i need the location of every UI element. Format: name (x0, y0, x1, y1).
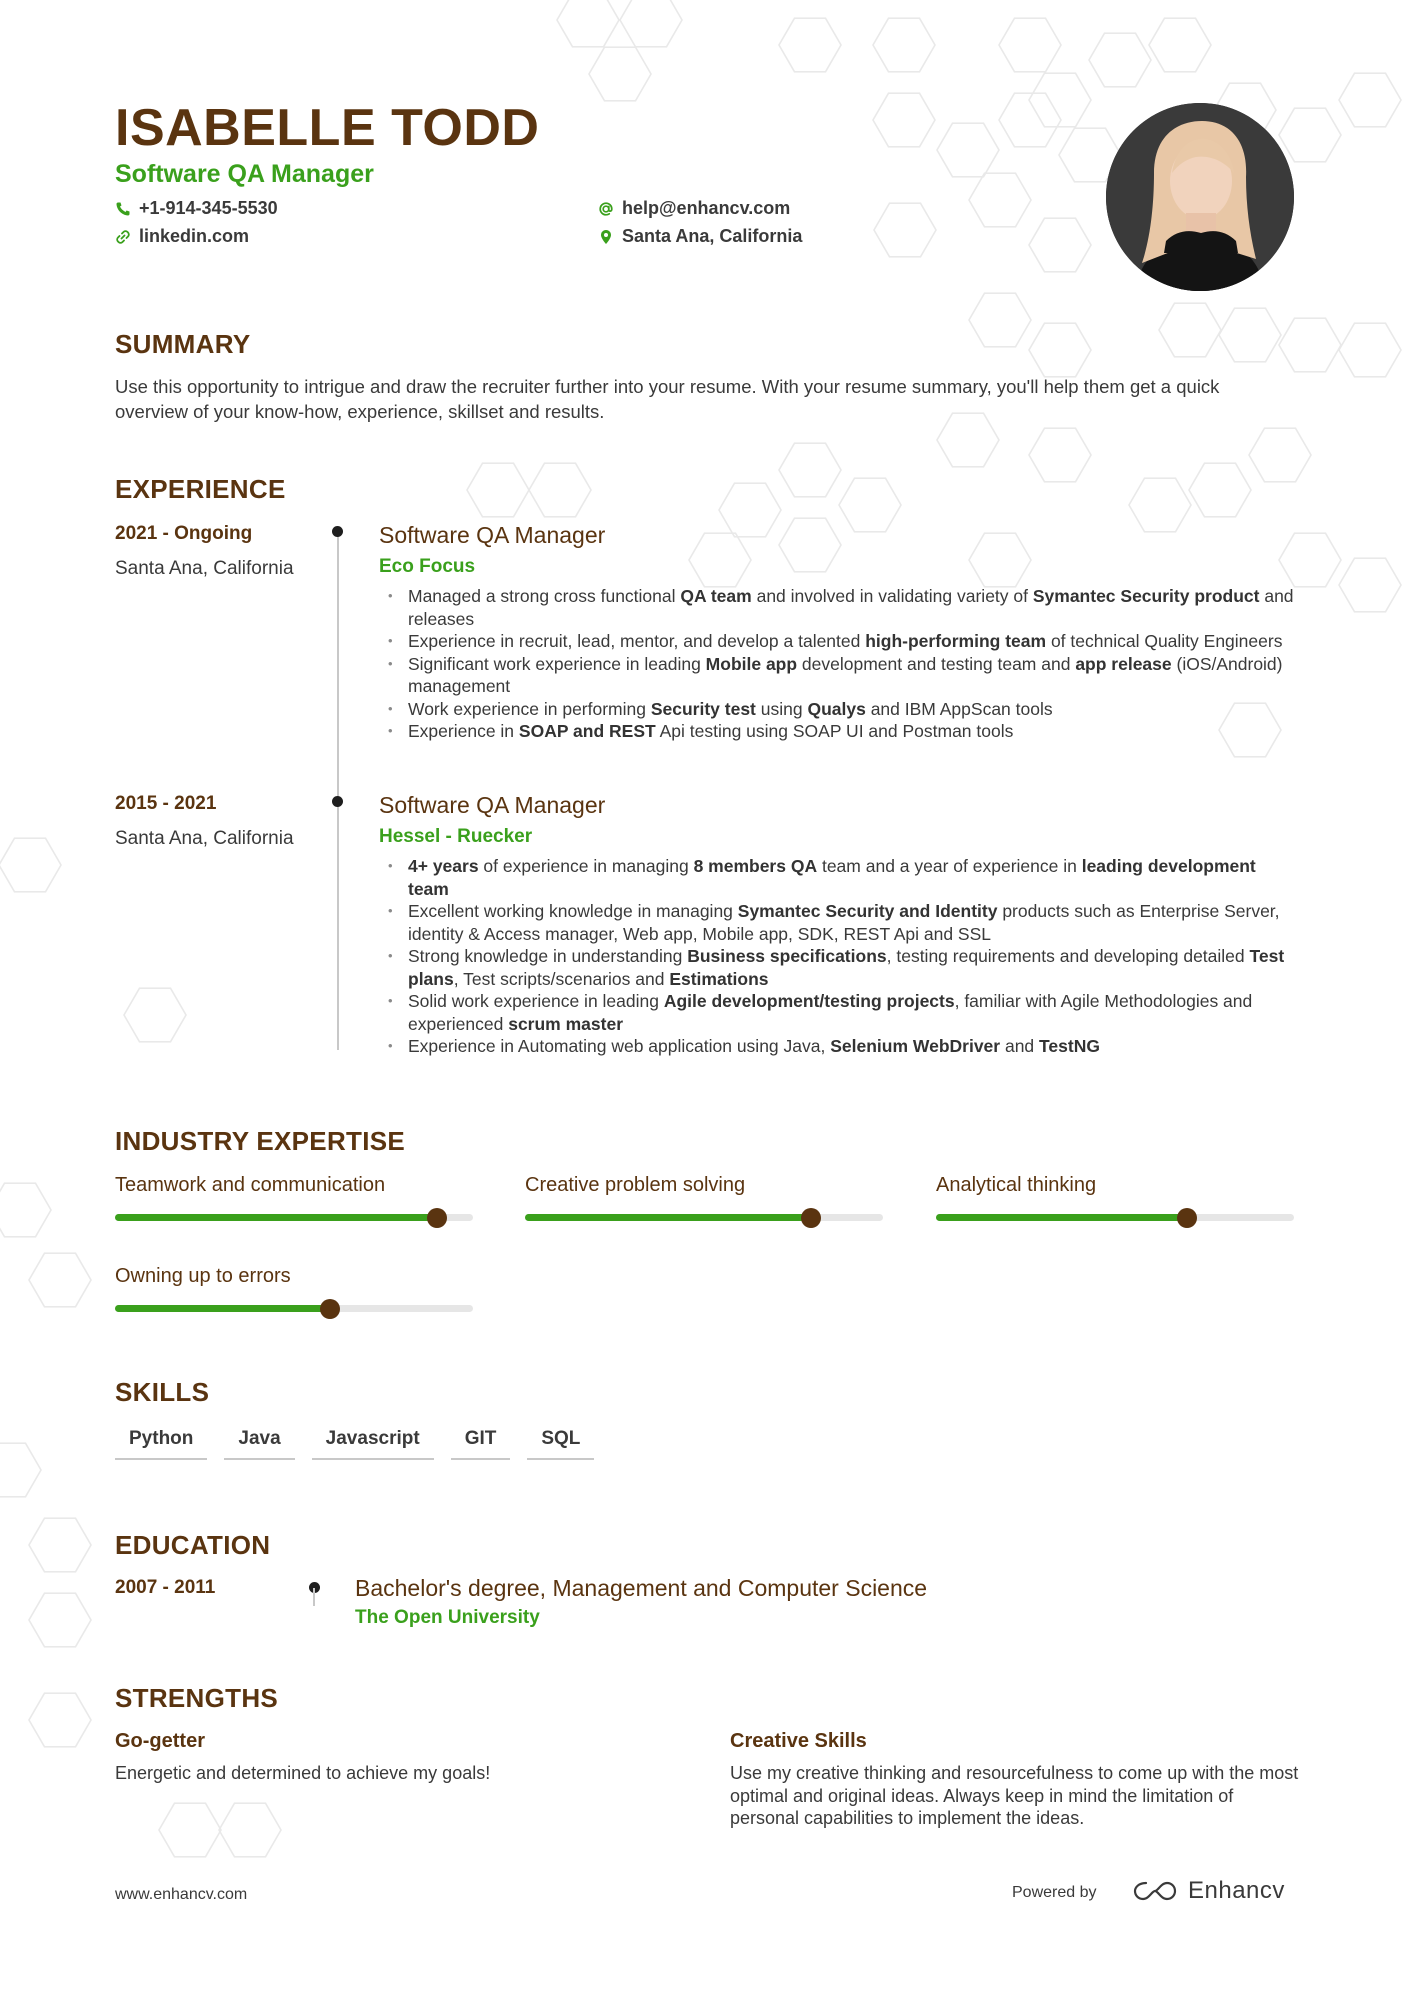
timeline-dot (332, 796, 343, 807)
candidate-name: ISABELLE TODD (115, 99, 540, 157)
strengths-heading: STRENGTHS (115, 1683, 279, 1713)
expertise-item (115, 1265, 473, 1288)
experience-timeline (337, 532, 339, 1050)
enhancv-logo[interactable] (1132, 1877, 1285, 1905)
profile-photo (1106, 103, 1294, 291)
job-bullet: • Experience in Automating web application using Java, Selenium WebDriver and TestNG (388, 1035, 1298, 1058)
bar-fill (115, 1214, 437, 1221)
linkedin-contact[interactable] (115, 226, 249, 247)
job-bullets (388, 585, 1298, 743)
portrait-illustration (1106, 103, 1294, 291)
education-dates: 2007 - 2011 (115, 1577, 216, 1598)
strength-description: Use my creative thinking and resourcefulness to come up with the most optimal and original ideas. Always keep in mind the limitation of personal capabilities to implement the ideas. (730, 1763, 1299, 1828)
education-school: The Open University (355, 1607, 540, 1628)
bar-fill (936, 1214, 1187, 1221)
expertise-bar (115, 1214, 473, 1221)
powered-by: Powered by (1012, 1884, 1097, 1901)
bar-fill (115, 1305, 330, 1312)
expertise-heading: INDUSTRY EXPERTISE (115, 1126, 406, 1156)
location-text: Santa Ana, California (622, 226, 803, 246)
expertise-bar (115, 1305, 473, 1312)
experience-heading: EXPERIENCE (115, 474, 286, 504)
skills-list (115, 1428, 594, 1460)
skills-heading: SKILLS (115, 1377, 210, 1407)
bar-knob (320, 1299, 340, 1319)
skill-tag: Python (115, 1428, 207, 1460)
linkedin-text: linkedin.com (139, 226, 250, 246)
job-location: Santa Ana, California (115, 828, 294, 849)
job-bullet: • Experience in recruit, lead, mentor, and develop a talented high-performing team of technical Quality Engineers (388, 630, 1298, 653)
expertise-item (936, 1174, 1294, 1197)
job-location: Santa Ana, California (115, 558, 294, 579)
bar-knob (801, 1208, 821, 1228)
phone-contact[interactable] (115, 198, 278, 219)
strength-description: Energetic and determined to achieve my goals! (115, 1763, 491, 1783)
skill-tag: Java (224, 1428, 294, 1460)
expertise-label: Analytical thinking (936, 1174, 1097, 1196)
strength-title: Creative Skills (730, 1730, 867, 1752)
job-bullet: • Strong knowledge in understanding Business specifications, testing requirements and developing detailed Test plans, Test scripts/scenarios and Estimations (388, 945, 1298, 990)
education-heading: EDUCATION (115, 1530, 271, 1560)
job-bullet: • 4+ years of experience in managing 8 members QA team and a year of experience in leading development team (388, 855, 1298, 900)
education-timeline (313, 1588, 315, 1606)
education-degree: Bachelor's degree, Management and Computer Science (355, 1575, 928, 1601)
skill-tag: GIT (451, 1428, 511, 1460)
job-bullets (388, 855, 1298, 1058)
bar-knob (1177, 1208, 1197, 1228)
job-dates: 2021 - Ongoing (115, 523, 253, 544)
job-bullet: • Solid work experience in leading Agile development/testing projects, familiar with Agile Methodologies and experienced scrum master (388, 990, 1298, 1035)
skill-tag: Javascript (312, 1428, 434, 1460)
skill-tag: SQL (527, 1428, 594, 1460)
phone-text: +1-914-345-5530 (139, 198, 278, 218)
expertise-label: Teamwork and communication (115, 1174, 386, 1196)
summary-heading: SUMMARY (115, 329, 251, 359)
expertise-label: Owning up to errors (115, 1265, 291, 1287)
strength-title: Go-getter (115, 1730, 205, 1752)
summary-text: Use this opportunity to intrigue and draw the recruiter further into your resume. With your resume summary, you'll help them get a quick overview of your know-how, experience, skillset and results. (115, 376, 1220, 422)
job-company: Eco Focus (379, 556, 476, 577)
bar-fill (525, 1214, 811, 1221)
phone-icon (115, 201, 131, 217)
expertise-bar (525, 1214, 883, 1221)
expertise-label: Creative problem solving (525, 1174, 746, 1196)
job-title: Software QA Manager (379, 792, 606, 818)
map-pin-icon (598, 229, 614, 245)
email-contact[interactable] (598, 198, 790, 219)
job-bullet: • Managed a strong cross functional QA team and involved in validating variety of Symantec Security product and releases (388, 585, 1298, 630)
enhancv-logo-text: Enhancv (1188, 1877, 1285, 1904)
expertise-bar (936, 1214, 1294, 1221)
location-contact (598, 226, 802, 247)
enhancv-logo-icon (1132, 1879, 1178, 1903)
job-company: Hessel - Ruecker (379, 826, 533, 847)
job-bullet: • Significant work experience in leading Mobile app development and testing team and app release (iOS/Android) management (388, 653, 1298, 698)
bar-knob (427, 1208, 447, 1228)
email-text: help@enhancv.com (622, 198, 791, 218)
candidate-role: Software QA Manager (115, 160, 374, 188)
link-icon (115, 229, 131, 245)
expertise-item (115, 1174, 473, 1197)
footer-url[interactable]: www.enhancv.com (115, 1886, 248, 1903)
at-icon (598, 201, 614, 217)
job-bullet: • Experience in SOAP and REST Api testing using SOAP UI and Postman tools (388, 720, 1298, 743)
job-title: Software QA Manager (379, 522, 606, 548)
expertise-item (525, 1174, 883, 1197)
job-bullet: • Work experience in performing Security test using Qualys and IBM AppScan tools (388, 698, 1298, 721)
job-bullet: • Excellent working knowledge in managing Symantec Security and Identity products such as Enterprise Server, identity & Access manager, Web app, Mobile app, SDK, REST Api and SSL (388, 900, 1298, 945)
timeline-dot (332, 526, 343, 537)
job-dates: 2015 - 2021 (115, 793, 217, 814)
